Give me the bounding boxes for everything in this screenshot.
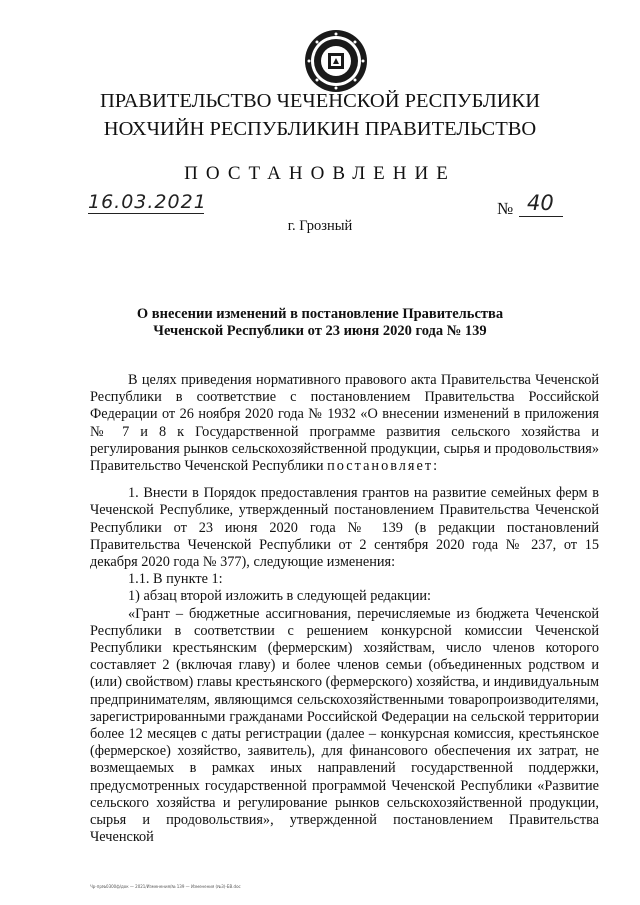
paragraph-item-1-1: 1.1. В пункте 1:: [128, 571, 223, 588]
document-type-title: ПОСТАНОВЛЕНИЕ: [184, 163, 456, 184]
preamble-action: постановляет:: [327, 458, 440, 475]
paragraph-preamble: [90, 372, 599, 475]
paragraph-grant-definition: «Грант – бюджетные ассигнования, перечисляемые из бюджета Чеченской Республики в соответствии с решением конкурсной комиссии Чеченской Республики крестьянским (фермерским) хозяйствам, число членов которого составляет 2 (включая главу) и более членов семьи (объединенных родством и (или) свойством) главы крестьянского (фермерского) хозяйства, и индивидуальным предпринимателям, являющимся сельскохозяйственными товаропроизводителями, зарегистрированными гражданами Российской Федерации на сельской территории более 12 месяцев с даты регистрации (далее – конкурсная комиссия, крестьянское (фермерское) хозяйство, заявитель), для финансового обеспечения их затрат, не возмещаемых в рамках иных направлений государственной поддержки, предусмотренных государственной программой Чеченской Республики «Развитие сельского хозяйства и регулирование рынков сельскохозяйственной продукции, сырья и продовольствия», утвержденной постановлением Правительства Чеченской: [90, 605, 599, 846]
subject-line-1: О внесении изменений в постановление Правительства: [136, 306, 504, 322]
paragraph-subitem-1: 1) абзац второй изложить в следующей редакции:: [128, 588, 431, 605]
document-number: 40: [527, 191, 554, 215]
subject-line-2: Чеченской Республики от 23 июня 2020 года № 139: [153, 323, 487, 339]
government-name-chechen: НОХЧИЙН РЕСПУБЛИКИН ПРАВИТЕЛЬСТВО: [103, 118, 537, 140]
document-date: 16.03.2021: [88, 191, 207, 213]
number-underline: [519, 216, 563, 217]
preamble-text: В целях приведения нормативного правового акта Правительства Чеченской Республики в соответствие с постановлением Правительства Российской Федерации от 26 ноября 2020 года № 1932 «О внесении изменений в приложения № 7 и 8 к Государственной программе развития сельского хозяйства и регулирования рынков сельскохозяйственной продукции, сырья и продовольствия» Правительство Чеченской Республики: [90, 372, 599, 475]
document-subject: [0, 306, 640, 340]
document-number-label: №: [497, 199, 514, 218]
document-body: [90, 372, 599, 846]
paragraph-item-1: 1. Внести в Порядок предоставления грантов на развитие семейных ферм в Чеченской Республике, утвержденный постановлением Правительства Чеченской Республики от 23 июня 2020 года № 139 (в редакции постановлений Правительства Чеченской Республики от 2 сентября 2020 года № 237, от 15 декабря 2020 года № 377), следующие изменения:: [90, 485, 599, 571]
chechen-republic-emblem-icon: [303, 28, 369, 94]
government-name-russian: ПРАВИТЕЛЬСТВО ЧЕЧЕНСКОЙ РЕСПУБЛИКИ: [99, 90, 541, 112]
date-underline: [88, 213, 204, 214]
document-city: г. Грозный: [287, 218, 353, 234]
file-path-footer: Чр-пр№0300ф/док — 2021/Изменения/№ 139 — Изменения (№3)-БВ.doc: [90, 884, 241, 889]
